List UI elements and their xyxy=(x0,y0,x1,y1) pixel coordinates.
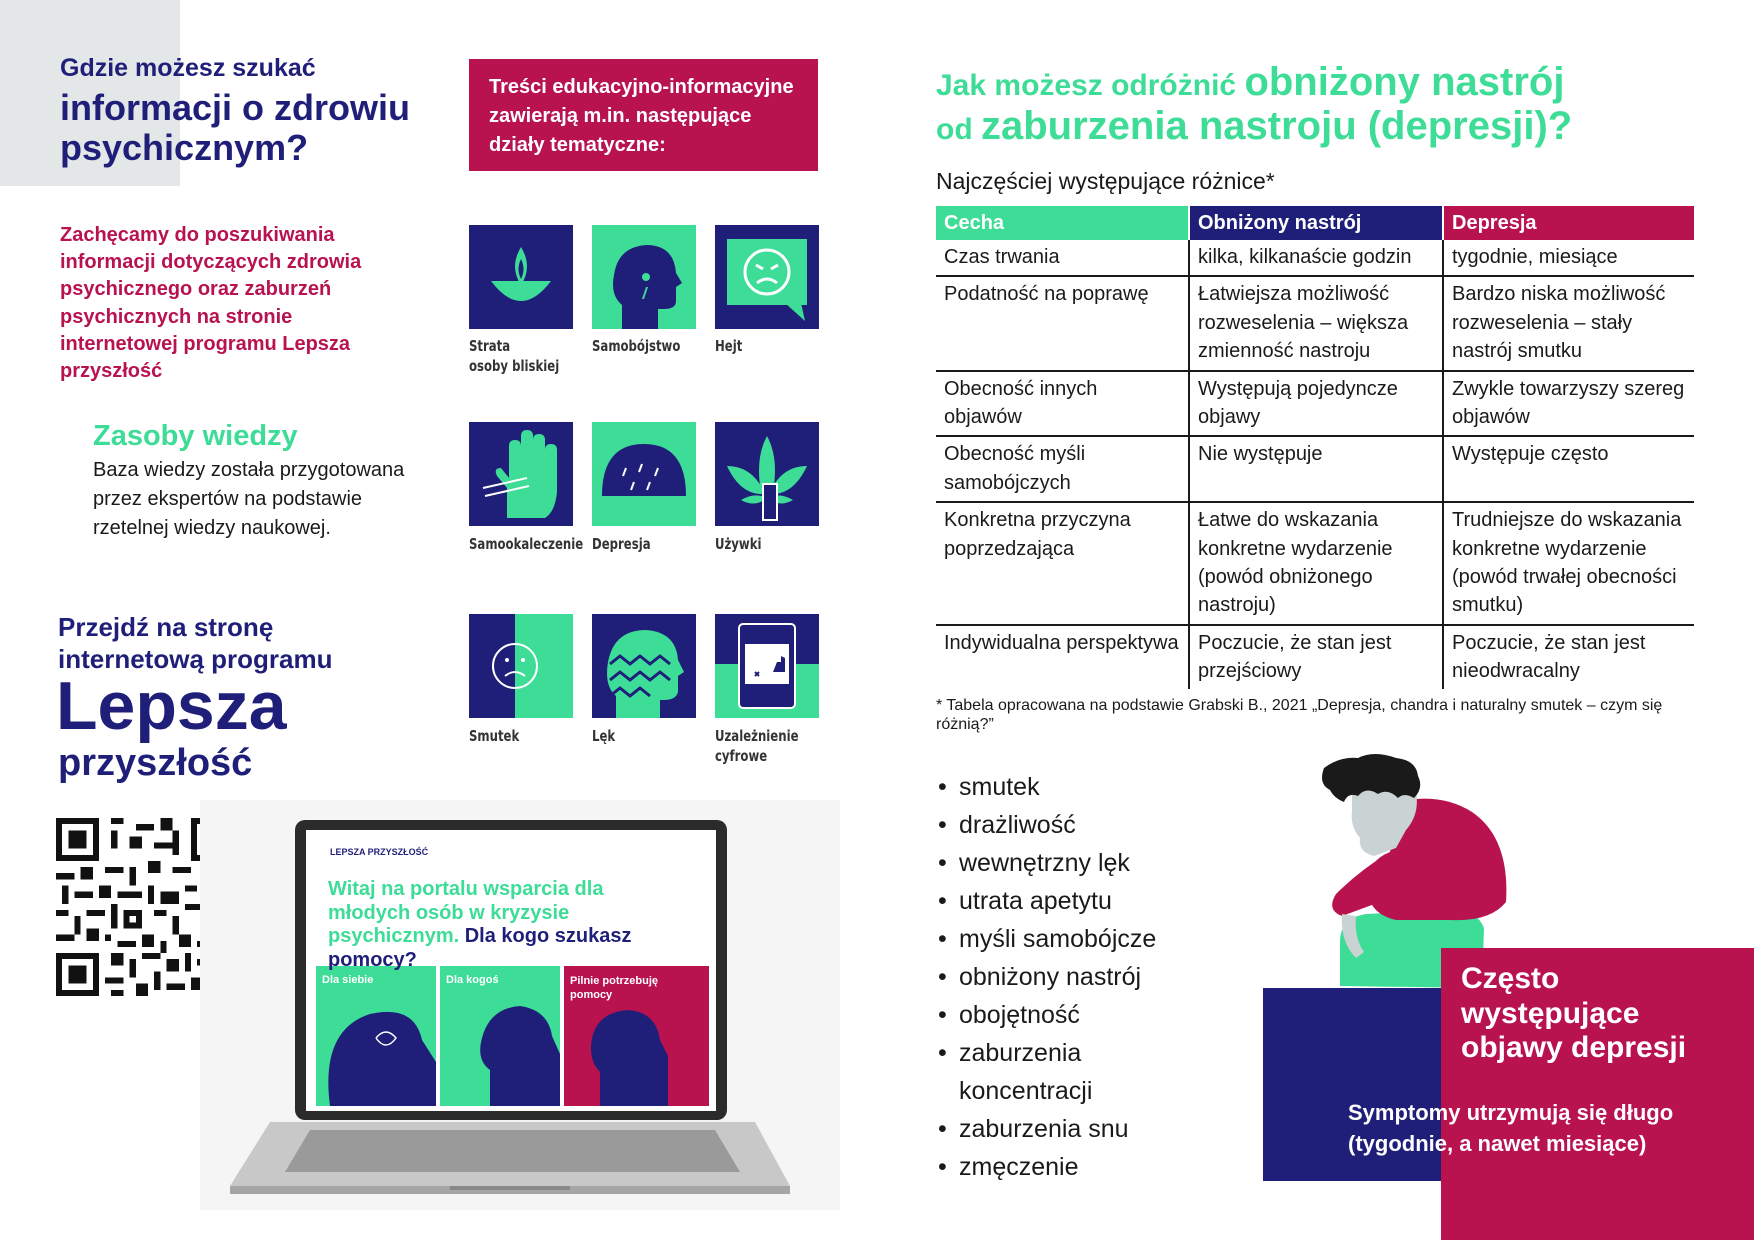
table-row xyxy=(936,502,1694,625)
topic-label-anxiety: Lęk xyxy=(592,727,616,745)
table-cell: Występują pojedyncze objawy xyxy=(1189,371,1443,437)
laptop-card-urgent: Pilnie potrzebuję pomocy xyxy=(570,975,659,1002)
list-item: • zaburzenia snu xyxy=(938,1110,1179,1148)
table-cell: Indywidualna perspektywa xyxy=(944,631,1179,654)
topic-label-suicide: Samobójstwo xyxy=(592,337,681,355)
leaf-bottle-icon xyxy=(715,422,819,526)
header-low-mood: Obniżony nastrój xyxy=(1189,206,1443,240)
laptop-image xyxy=(200,800,840,1210)
list-item: • wewnętrzny lęk xyxy=(938,844,1179,882)
topic-label-depression: Depresja xyxy=(592,535,651,553)
topic-label-substances: Używki xyxy=(715,535,762,553)
right-title-line1: Jak możesz odróżnić obniżony nastrój xyxy=(936,60,1565,104)
hand-icon xyxy=(469,422,573,526)
table-cell: Podatność na poprawę xyxy=(936,276,1189,370)
table-row xyxy=(936,436,1694,502)
rain-cloud-icon xyxy=(592,422,696,526)
topic-label-selfharm: Samookaleczenie xyxy=(469,535,584,553)
table-cell: Poczucie, że stan jest przejściowy xyxy=(1189,625,1443,690)
table-row xyxy=(936,625,1694,690)
list-item: • obniżony nastrój xyxy=(938,958,1179,996)
topic-label-hate: Hejt xyxy=(715,337,743,355)
table-cell: Bardzo niska możliwość rozweselenia – stały nastrój smutku xyxy=(1443,276,1694,370)
list-item: • myśli samobójcze xyxy=(938,920,1179,958)
visit-website-text: Przejdź na stronę internetową programu xyxy=(58,612,333,674)
table-cell: Trudniejsze do wskazania konkretne wydarzenie (powód trwałej obecności smutku) xyxy=(1443,502,1694,625)
question-small: Gdzie możesz szukać xyxy=(60,54,316,82)
sad-face-icon xyxy=(469,614,573,718)
angry-face-bubble-icon xyxy=(715,225,819,329)
table-header-row xyxy=(936,206,1694,240)
laptop-site-header: LEPSZA PRZYSZŁOŚĆ xyxy=(330,847,429,857)
topic-label-loss: Strata osoby bliskiej xyxy=(469,337,560,375)
table-row xyxy=(936,371,1694,437)
question-title: informacji o zdrowiu psychicznym? xyxy=(60,87,411,169)
header-feature: Cecha xyxy=(936,206,1189,240)
comparison-table xyxy=(936,206,1694,689)
table-row xyxy=(936,240,1694,276)
program-name: Lepsza xyxy=(56,668,287,744)
table-cell: Zwykle towarzyszy szereg objawów xyxy=(1443,371,1694,437)
table-cell: Łatwe do wskazania konkretne wydarzenie (powód obniżonego nastroju) xyxy=(1189,502,1443,625)
table-cell: Czas trwania xyxy=(936,240,1189,276)
table-cell: Poczucie, że stan jest nieodwracalny xyxy=(1443,625,1694,690)
head-semicolon-icon xyxy=(592,225,696,329)
table-cell: Konkretna przyczyna poprzedzająca xyxy=(936,502,1189,625)
symptom-list xyxy=(938,768,1179,1186)
laptop-card-other: Dla kogoś xyxy=(446,974,499,986)
phone-like-icon xyxy=(715,614,819,718)
symptoms-duration-note: Symptomy utrzymują się długo (tygodnie, a nawet miesiące) xyxy=(1348,1100,1674,1156)
table-cell: tygodnie, miesiące xyxy=(1443,240,1694,276)
topic-label-sadness: Smutek xyxy=(469,727,520,745)
topics-intro-box: Treści edukacyjno-informacyjne zawierają m.in. następujące działy tematyczne: xyxy=(469,59,818,171)
table-cell: Występuje często xyxy=(1443,436,1694,502)
table-cell: Obecność innych objawów xyxy=(936,371,1189,437)
header-depression: Depresja xyxy=(1443,206,1694,240)
list-item: • zaburzenia koncentracji xyxy=(938,1034,1179,1110)
list-item: • smutek xyxy=(938,768,1179,806)
laptop-card-self: Dla siebie xyxy=(322,974,374,986)
table-cell: Nie występuje xyxy=(1189,436,1443,502)
candle-icon xyxy=(469,225,573,329)
right-title-line2: od zaburzenia nastroju (depresji)? xyxy=(936,104,1573,148)
topic-label-digital-addiction: Uzależnienie cyfrowe xyxy=(715,727,799,765)
table-cell: kilka, kilkanaście godzin xyxy=(1189,240,1443,276)
list-item: • zmęczenie xyxy=(938,1148,1179,1186)
resources-title: Zasoby wiedzy xyxy=(93,420,298,452)
intro-text: Zachęcamy do poszukiwania informacji dotyczących zdrowia psychicznego oraz zaburzeń psychicznych na stronie internetowej programu Lepsza przyszłość xyxy=(60,224,362,382)
table-cell: Obecność myśli samobójczych xyxy=(936,436,1189,502)
program-name-2: przyszłość xyxy=(58,742,253,784)
anxious-head-icon xyxy=(592,614,696,718)
table-row xyxy=(936,276,1694,370)
often-symptoms-title: Często występujące objawy depresji xyxy=(1461,962,1687,1064)
laptop-headline: Witaj na portalu wsparcia dla młodych osób w kryzysie psychicznym. Dla kogo szukasz pomocy? xyxy=(328,878,632,971)
table-cell: Łatwiejsza możliwość rozweselenia – większa zmienność nastroju xyxy=(1189,276,1443,370)
list-item: • utrata apetytu xyxy=(938,882,1179,920)
list-item: • obojętność xyxy=(938,996,1179,1034)
table-footnote: * Tabela opracowana na podstawie Grabski B., 2021 „Depresja, chandra i naturalny smutek – czym się różnią?” xyxy=(936,697,1663,734)
table-subtitle: Najczęściej występujące różnice* xyxy=(936,168,1275,194)
resources-body: Baza wiedzy została przygotowana przez ekspertów na podstawie rzetelnej wiedzy naukowej. xyxy=(93,459,405,539)
list-item: • drażliwość xyxy=(938,806,1179,844)
